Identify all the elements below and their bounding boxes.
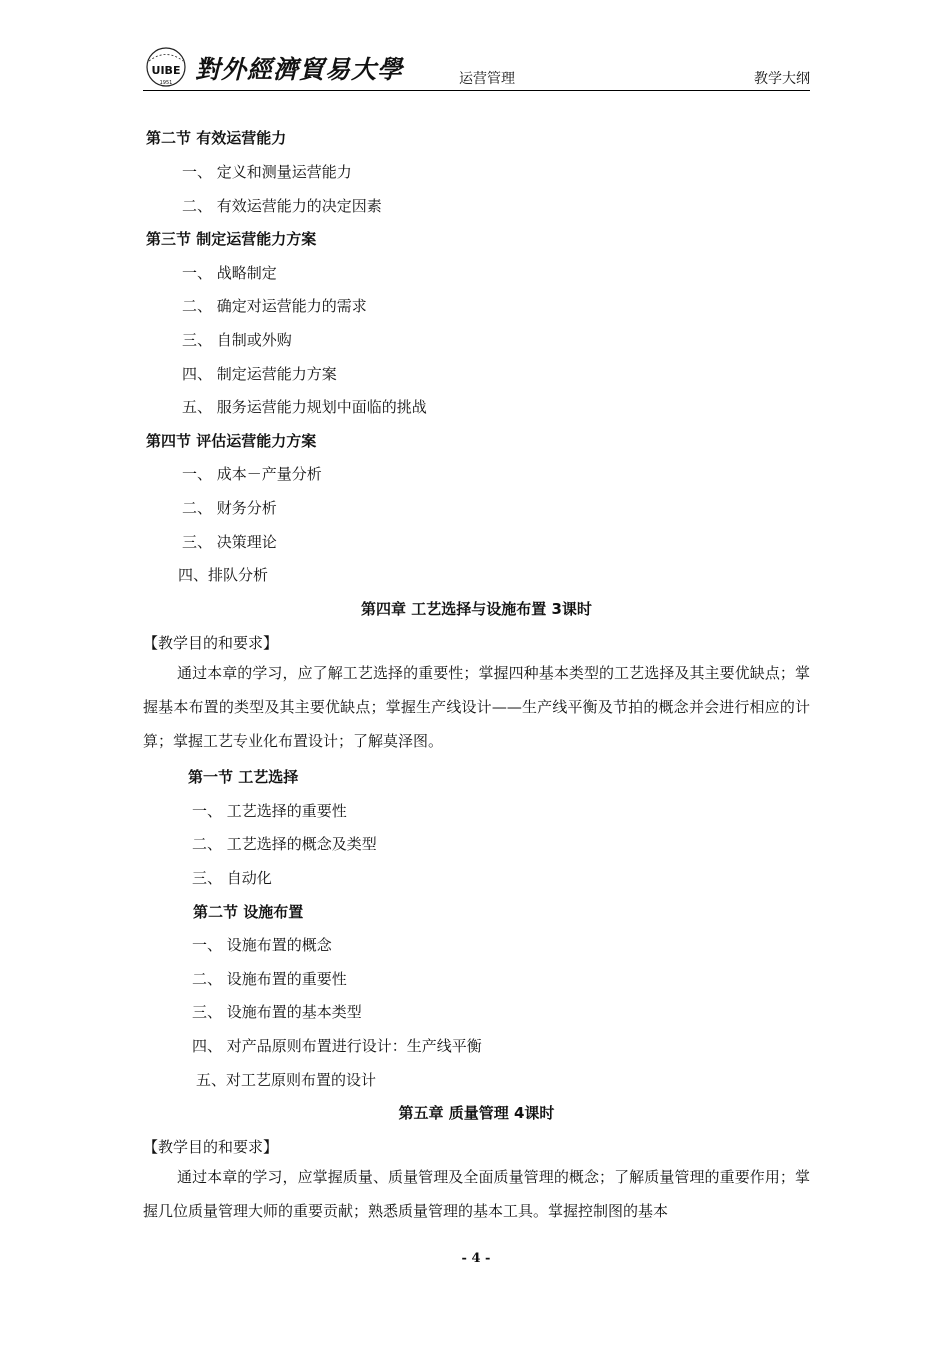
list-item: 五、对工艺原则布置的设计 [196,1071,377,1089]
list-item: 二、 设施布置的重要性 [192,970,347,988]
svg-text:UIBE: UIBE [151,64,181,77]
chapter-5-title: 第五章 质量管理 4课时 [398,1104,555,1122]
university-logo-icon [143,46,189,88]
list-item: 四、排队分析 [178,566,269,584]
list-item: 一、 工艺选择的重要性 [192,802,347,820]
list-item: 一、 成本－产量分析 [182,465,322,483]
svg-text:1951: 1951 [159,80,173,86]
page-header [143,40,810,91]
list-item: 五、 服务运营能力规划中面临的挑战 [182,398,427,416]
section-heading: 第二节 有效运营能力 [146,129,287,147]
page-number: - 4 - [461,1251,491,1266]
list-item: 三、 自动化 [192,869,272,887]
chapter-5-aims-text: 通过本章的学习，应掌握质量、质量管理及全面质量管理的概念；了解质量管理的重要作用；掌握几位质量管理大师的重要贡献；熟悉质量管理的基本工具。掌握控制图的基本 [143,1168,810,1220]
header-doc-type: 教学大纲 [754,71,810,87]
list-item: 一、 战略制定 [182,264,277,282]
chapter-4-title: 第四章 工艺选择与设施布置 3课时 [361,600,592,618]
list-item: 二、 有效运营能力的决定因素 [182,197,382,215]
section-heading: 第四节 评估运营能力方案 [146,432,317,450]
chapter-5-aims-label: 【教学目的和要求】 [143,1138,279,1156]
list-item: 三、 设施布置的基本类型 [192,1003,362,1021]
chapter-4-aims-text: 通过本章的学习，应了解工艺选择的重要性；掌握四种基本类型的工艺选择及其主要优缺点；掌握基本布置的类型及其主要优缺点；掌握生产线设计——生产线平衡及节拍的概念并会进行相应的计算；掌握工艺专业化布置设计；了解莫泽图。 [143,664,810,750]
section-heading: 第三节 制定运营能力方案 [146,230,317,248]
list-item: 一、 定义和测量运营能力 [182,163,352,181]
list-item: 一、 设施布置的概念 [192,936,332,954]
section-heading: 第二节 设施布置 [193,903,304,921]
section-heading: 第一节 工艺选择 [188,768,299,786]
list-item: 四、 对产品原则布置进行设计：生产线平衡 [192,1037,482,1055]
list-item: 三、 自制或外购 [182,331,292,349]
list-item: 二、 确定对运营能力的需求 [182,297,367,315]
university-name: 對外經濟貿易大學 [195,55,404,84]
list-item: 二、 财务分析 [182,499,277,517]
chapter-4-aims-label: 【教学目的和要求】 [143,634,279,652]
list-item: 三、 决策理论 [182,533,277,551]
header-course-title: 运营管理 [459,71,515,87]
list-item: 二、 工艺选择的概念及类型 [192,835,377,853]
list-item: 四、 制定运营能力方案 [182,365,337,383]
